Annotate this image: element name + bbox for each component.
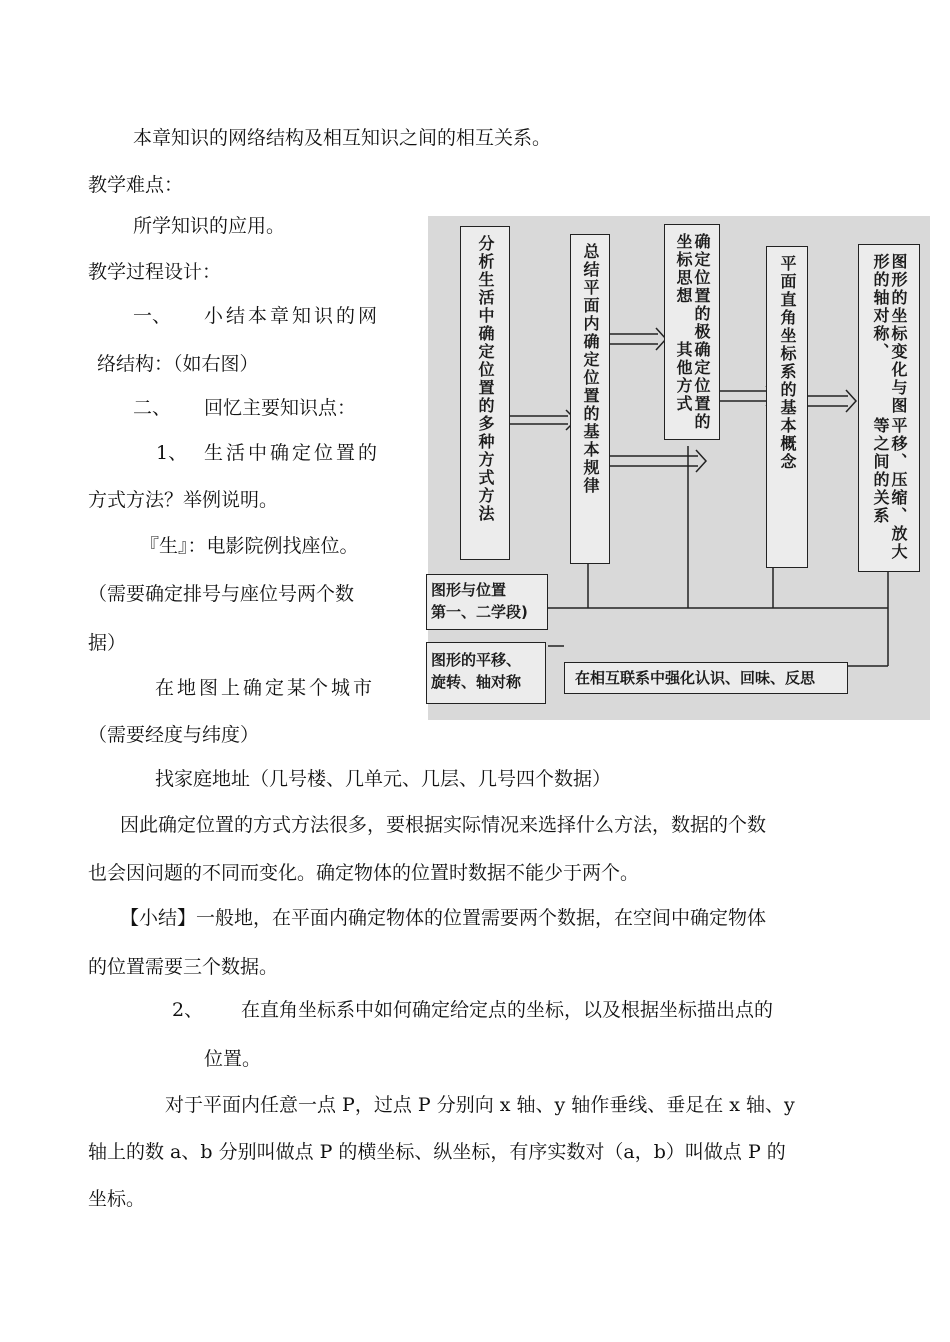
text-line: 因此确定位置的方式方法很多，要根据实际情况来选择什么方法，数据的个数 — [120, 814, 767, 836]
text-line: （需要经度与纬度） — [88, 724, 260, 746]
text-line: 据） — [88, 632, 127, 654]
text-line: （需要确定排号与座位号两个数 — [88, 583, 355, 605]
text-line: 『生』：电影院例找座位。 — [140, 535, 359, 557]
knowledge-network-diagram — [428, 216, 930, 720]
item-title: 在直角坐标系中如何确定给定点的坐标，以及根据坐标描出点的 — [241, 999, 774, 1021]
box-reinforce-reflect: 在相互联系中强化认识、回味、反思 — [564, 662, 848, 694]
heading-process: 教学过程设计： — [88, 261, 222, 283]
box-figures-position: 图形与位置 第一、二学段) — [426, 574, 548, 630]
text-line: 所学知识的应用。 — [133, 215, 286, 237]
summary-line: 【小结】一般地，在平面内确定物体的位置需要两个数据，在空间中确定物体 — [120, 907, 767, 929]
section-number: 一、 — [133, 305, 172, 327]
item-number: 1、 — [156, 442, 188, 464]
text-line: 方式方法？举例说明。 — [88, 489, 279, 511]
box-transformations: 图形的平移、 旋转、轴对称 — [426, 642, 546, 704]
box-other-methods: 确定位置的其他方式 确定位置的极坐标思想 — [664, 224, 720, 440]
heading-difficulty: 教学难点： — [88, 174, 184, 196]
text-line: 本章知识的网络结构及相互知识之间的相互关系。 — [133, 127, 552, 149]
text-line: 对于平面内任意一点 P，过点 P 分别向 x 轴、y 轴作垂线、垂足在 x 轴、y — [165, 1094, 795, 1116]
text-line: 坐标。 — [88, 1188, 146, 1210]
text-line: 也会因问题的不同而变化。确定物体的位置时数据不能少于两个。 — [88, 862, 640, 884]
box-graph-transform: 平移、压缩、放大等之间的关系 图形的坐标变化与图形的轴对称、 — [858, 244, 920, 572]
item-number: 2、 — [172, 999, 204, 1021]
text-line: 在地图上确定某个城市 — [155, 677, 376, 699]
section-number: 二、 — [133, 397, 172, 419]
text-line: 找家庭地址（几号楼、几单元、几层、几号四个数据） — [155, 768, 612, 790]
box-plane-rules: 总结平面内确定位置的基本规律 — [570, 234, 610, 564]
box-life-positioning: 分析生活中确定位置的多种方式方法 — [460, 226, 510, 560]
item-title-continued: 位置。 — [204, 1048, 262, 1070]
section-title: 回忆主要知识点： — [204, 397, 357, 419]
text-line: 的位置需要三个数据。 — [88, 956, 279, 978]
text-line: 轴上的数 a、b 分别叫做点 P 的横坐标、纵坐标，有序实数对（a，b）叫做点 P 的 — [88, 1141, 786, 1163]
section-title: 小结本章知识的网 — [204, 305, 381, 327]
box-coordinate-basics: 平面直角坐标系的基本概念 — [766, 246, 808, 568]
item-title: 生活中确定位置的 — [204, 442, 381, 464]
text-line: 络结构：（如右图） — [97, 353, 259, 375]
